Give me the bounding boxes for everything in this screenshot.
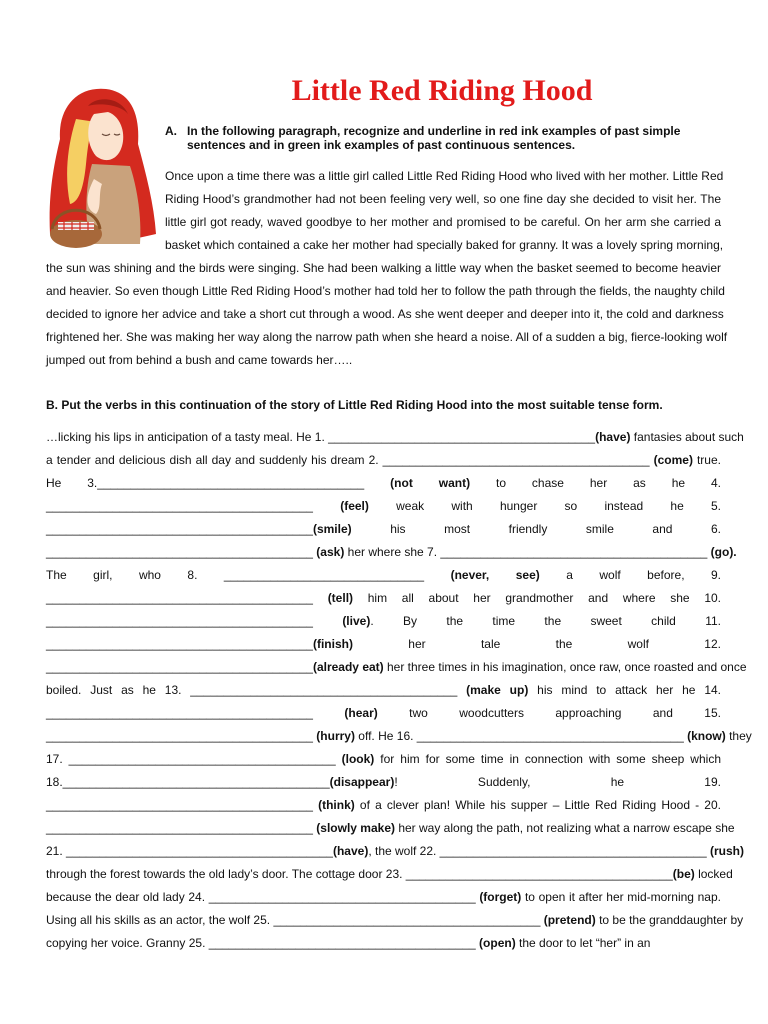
verb-prompt: (not want): [390, 476, 471, 490]
exercise-text: to chase her as he 4.: [470, 476, 722, 490]
exercise-text: The girl, who 8. ______________________________: [46, 568, 451, 582]
exercise-line: [46, 426, 744, 449]
exercise-text: ________________________________________: [46, 637, 313, 651]
exercise-text: for him for some time in connection with some sheep which: [374, 752, 721, 766]
exercise-line: [46, 610, 721, 633]
exercise-text: a wolf before, 9.: [539, 568, 722, 582]
verb-prompt: (never, see): [450, 568, 540, 582]
exercise-text: because the dear old lady 24. ________________________________________: [46, 890, 480, 904]
exercise-text: ________________________________________: [46, 614, 343, 628]
exercise-line: [46, 794, 721, 817]
exercise-line: [46, 932, 721, 955]
verb-prompt: (make up): [466, 683, 529, 697]
exercise-text: …licking his lips in anticipation of a tasty meal. He 1. ________________________________________: [46, 430, 596, 444]
verb-prompt: (go).: [710, 545, 737, 559]
exercise-text: weak with hunger so instead he 5.: [368, 499, 721, 513]
exercise-text: him all about her grandmother and where she 10.: [353, 591, 721, 605]
verb-prompt: (rush): [709, 844, 744, 858]
paragraph-line: frightened her. She was making her way along the narrow path when she heard a noise. All of a sudden a big, fierce-looking wolf: [46, 330, 728, 344]
exercise-text: He 3.________________________________________: [46, 476, 391, 490]
exercise-text: off. He 16. ________________________________________: [354, 729, 688, 743]
paragraph-line: decided to ignore her advice and take a short cut through a wood. As she went deeper and deeper into it, the cold and darkness: [46, 307, 724, 321]
exercise-text: true.: [692, 453, 721, 467]
exercise-line: [46, 472, 721, 495]
section-a-instruction-text: In the following paragraph, recognize and underline in red ink examples of past simple sentences and in green ink examples of past continuous sentences.: [187, 124, 681, 152]
exercise-text: ________________________________________: [46, 729, 317, 743]
paragraph-line: basket which contained a cake her mother had specially baked for granny. It was a lovely spring morning,: [165, 238, 724, 252]
paragraph-line: Riding Hood’s grandmother had not been feeling very well, so one fine day she decided to visit her. The: [165, 192, 721, 206]
exercise-text: her way along the path, not realizing what a narrow escape she: [395, 821, 735, 835]
exercise-line: [46, 656, 747, 679]
exercise-text: her tale the wolf 12.: [352, 637, 721, 651]
verb-prompt: (be): [672, 867, 695, 881]
exercise-line: [46, 702, 721, 725]
exercise-text: ________________________________________: [46, 821, 317, 835]
page-title: Little Red Riding Hood: [291, 74, 593, 107]
exercise-line: [46, 886, 721, 909]
exercise-line: [46, 518, 721, 541]
exercise-text: fantasies about such: [630, 430, 744, 444]
exercise-text: ________________________________________: [46, 522, 313, 536]
section-b-exercise: [46, 426, 752, 955]
paragraph-line: Once upon a time there was a little girl called Little Red Riding Hood who lived with her mother. Little Red: [165, 169, 724, 183]
section-b-heading: B. Put the verbs in this continuation of the story of Little Red Riding Hood into the most suitable tense form.: [46, 398, 663, 412]
paragraph-line: the sun was shining and the birds were singing. She had been walking a little way when the basket seemed to become heavier: [46, 261, 721, 275]
exercise-text: ________________________________________: [46, 591, 328, 605]
verb-prompt: (smile): [312, 522, 352, 536]
exercise-text: they: [725, 729, 752, 743]
verb-prompt: (ask): [316, 545, 345, 559]
exercise-line: [46, 909, 744, 932]
verb-prompt: (open): [479, 936, 516, 950]
verb-prompt: (slowly make): [316, 821, 395, 835]
exercise-text: copying her voice. Granny 25. ________________________________________: [46, 936, 480, 950]
exercise-text: ! Suddenly, he 19.: [394, 775, 721, 789]
exercise-text: ________________________________________: [46, 545, 317, 559]
verb-prompt: (think): [318, 798, 355, 812]
verb-prompt: (disappear): [329, 775, 395, 789]
exercise-line: [46, 817, 735, 840]
exercise-line: [46, 725, 752, 748]
exercise-text: ________________________________________: [46, 706, 345, 720]
exercise-line: [46, 564, 721, 587]
exercise-text: through the forest towards the old lady’s door. The cottage door 23. ________________________________________: [46, 867, 673, 881]
verb-prompt: (know): [687, 729, 726, 743]
exercise-text: . By the time the sweet child 11.: [370, 614, 721, 628]
exercise-line: [46, 771, 721, 794]
section-a-instruction: [165, 124, 725, 152]
red-riding-hood-illustration: [36, 84, 164, 254]
verb-prompt: (already eat): [312, 660, 384, 674]
verb-prompt: (feel): [340, 499, 369, 513]
exercise-text: 21. ________________________________________: [46, 844, 333, 858]
exercise-text: the door to let “her” in an: [515, 936, 651, 950]
exercise-text: ________________________________________: [46, 798, 319, 812]
section-a-label: A.: [165, 124, 177, 138]
verb-prompt: (tell): [327, 591, 354, 605]
verb-prompt: (live): [342, 614, 371, 628]
exercise-line: [46, 863, 733, 886]
exercise-text: her where she 7. ________________________________________: [344, 545, 711, 559]
exercise-text: her three times in his imagination, once raw, once roasted and once: [383, 660, 747, 674]
verb-prompt: (look): [341, 752, 375, 766]
exercise-text: ________________________________________: [46, 499, 341, 513]
exercise-line: [46, 495, 721, 518]
paragraph-line: and heavier. So even though Little Red Riding Hood’s mother had told her to follow the path through the fields, the naughty child: [46, 284, 725, 298]
exercise-text: locked: [694, 867, 733, 881]
paragraph-line: little girl got ready, waved goodbye to her mother and promised to be careful. On her arm she carried a: [165, 215, 721, 229]
verb-prompt: (hurry): [316, 729, 355, 743]
section-a-paragraph-part2: [46, 257, 728, 372]
verb-prompt: (forget): [479, 890, 522, 904]
exercise-text: ________________________________________: [46, 660, 313, 674]
exercise-text: of a clever plan! While his supper – Little Red Riding Hood - 20.: [354, 798, 721, 812]
verb-prompt: (pretend): [543, 913, 596, 927]
exercise-line: [46, 748, 721, 771]
exercise-text: , the wolf 22. ________________________________________: [368, 844, 710, 858]
exercise-line: [46, 587, 721, 610]
exercise-text: his mind to attack her he 14.: [528, 683, 722, 697]
section-a-paragraph-part1: [165, 165, 724, 257]
verb-prompt: (have): [595, 430, 631, 444]
exercise-text: two woodcutters approaching and 15.: [377, 706, 721, 720]
exercise-line: [46, 840, 744, 863]
exercise-line: [46, 541, 737, 564]
exercise-text: a tender and delicious dish all day and suddenly his dream 2. ________________________________________: [46, 453, 654, 467]
verb-prompt: (come): [653, 453, 693, 467]
exercise-line: [46, 679, 721, 702]
paragraph-line: jumped out from behind a bush and came towards her…..: [46, 353, 353, 367]
exercise-text: 18.________________________________________: [46, 775, 330, 789]
exercise-text: 17. ________________________________________: [46, 752, 342, 766]
verb-prompt: (have): [332, 844, 369, 858]
exercise-text: his most friendly smile and 6.: [351, 522, 721, 536]
exercise-line: [46, 449, 721, 472]
exercise-text: to open it after her mid-morning nap.: [521, 890, 721, 904]
exercise-text: to be the granddaughter by: [595, 913, 744, 927]
exercise-text: Using all his skills as an actor, the wolf 25. ________________________________________: [46, 913, 544, 927]
verb-prompt: (finish): [312, 637, 353, 651]
exercise-text: boiled. Just as he 13. ________________________________________: [46, 683, 467, 697]
exercise-line: [46, 633, 721, 656]
verb-prompt: (hear): [344, 706, 378, 720]
